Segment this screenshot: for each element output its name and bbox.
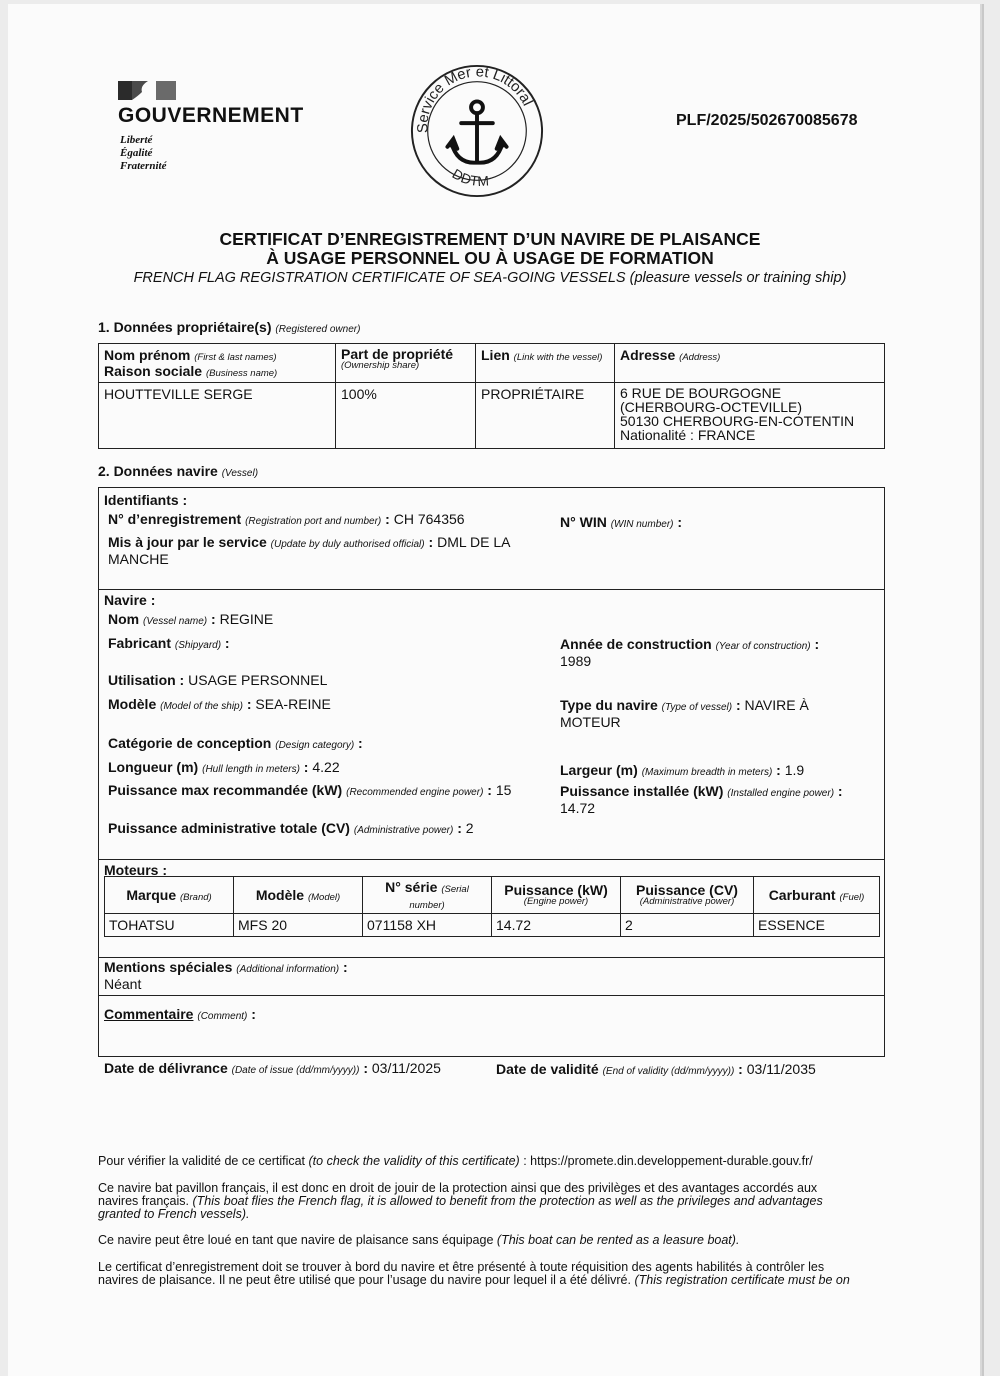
installed-power: Puissance installée (kW) (Installed engine power) : 14.72 xyxy=(560,783,843,816)
seal-top-text: Service Mer et Littoral xyxy=(415,64,536,134)
engine-header-model: Modèle (Model) xyxy=(234,877,363,914)
ship-model: Modèle (Model of the ship) : SEA-REINE xyxy=(108,696,331,712)
owner-table-header xyxy=(99,344,885,383)
comment: Commentaire (Comment) : xyxy=(104,1006,256,1022)
engine-model: MFS 20 xyxy=(234,914,363,937)
ship-maker: Fabricant (Shipyard) : xyxy=(108,635,230,651)
vessel-section-title: 2. Données navire (Vessel) xyxy=(98,463,259,479)
owner-section-title: 1. Données propriétaire(s) (Registered owner) xyxy=(98,319,361,335)
owner-table xyxy=(98,343,885,449)
republic-motto: Liberté Égalité Fraternité xyxy=(120,134,167,172)
owner-header-address: Adresse (Address) xyxy=(615,344,885,383)
owner-name: HOUTTEVILLE SERGE xyxy=(99,383,336,449)
owner-header-name: Nom prénom (First & last names) Raison sociale (Business name) xyxy=(99,344,336,383)
max-recommended-power: Puissance max recommandée (kW) (Recommended engine power) : 15 xyxy=(108,782,512,798)
engine-power-kw: 14.72 xyxy=(492,914,621,937)
footer-flag-notice: Ce navire bat pavillon français, il est donc en droit de jouir de la protection ainsi que des privilèges et des avantages accordés aux navires français. (This boat flies the French flag, it is allowed to benefit from the protection as well as the privileges and advantages granted to French vessels). xyxy=(98,1181,823,1221)
engine-power-cv: 2 xyxy=(621,914,754,937)
administrative-power: Puissance administrative totale (CV) (Administrative power) : 2 xyxy=(108,820,474,836)
engine-header-serial: N° série (Serial number) xyxy=(363,877,492,914)
engine-header-brand: Marque (Brand) xyxy=(105,877,234,914)
marianne-logo xyxy=(118,80,178,102)
updated-by-service: Mis à jour par le service (Update by duly authorised official) : DML DE LA MANCHE xyxy=(108,534,511,567)
engines-table xyxy=(104,876,880,937)
engines-heading: Moteurs : xyxy=(104,862,167,878)
validity-url-link[interactable]: https://promete.din.developpement-durable.gouv.fr/ xyxy=(530,1154,813,1168)
engine-header-power-kw: Puissance (kW) (Engine power) xyxy=(492,877,621,914)
engine-serial: 071158 XH xyxy=(363,914,492,937)
footer-notes xyxy=(98,1155,888,1287)
divider-engines xyxy=(98,859,885,860)
hull-width: Largeur (m) (Maximum breadth in meters) : 1.9 xyxy=(560,762,805,778)
engine-brand: TOHATSU xyxy=(105,914,234,937)
special-mentions: Mentions spéciales (Additional information) : Néant xyxy=(104,959,348,992)
owner-address: 6 RUE DE BOURGOGNE (CHERBOURG-OCTEVILLE) 50130 CHERBOURG-EN-COTENTIN Nationalité : FRANCE xyxy=(615,383,885,449)
owner-link: PROPRIÉTAIRE xyxy=(476,383,615,449)
engines-table-header xyxy=(105,877,880,914)
ship-name: Nom (Vessel name) : REGINE xyxy=(108,611,274,627)
engine-fuel: ESSENCE xyxy=(754,914,880,937)
ship-type: Type du navire (Type of vessel) : NAVIRE À MOTEUR xyxy=(560,697,809,730)
title-line-1: CERTIFICAT D’ENREGISTREMENT D’UN NAVIRE DE PLAISANCE xyxy=(219,229,761,249)
anchor-icon xyxy=(447,101,506,162)
owner-table-row xyxy=(99,383,885,449)
ship-heading: Navire : xyxy=(104,592,156,608)
design-category: Catégorie de conception (Design category) : xyxy=(108,735,363,751)
win-number: N° WIN (WIN number) : xyxy=(560,514,683,530)
identifiers-heading: Identifiants : xyxy=(104,492,188,508)
construction-year: Année de construction (Year of construction) : 1989 xyxy=(560,636,820,669)
footer-validity-check: Pour vérifier la validité de ce certificat (to check the validity of this certificate) : https://promete.din.developpement-durable.gouv.fr/ xyxy=(98,1154,813,1168)
engine-header-fuel: Carburant (Fuel) xyxy=(754,877,880,914)
title-line-english: FRENCH FLAG REGISTRATION CERTIFICATE OF SEA-GOING VESSELS (pleasure vessels or training ship) xyxy=(133,270,847,286)
footer-rental-notice: Ce navire peut être loué en tant que navire de plaisance sans équipage (This boat can be rented as a leasure boat). xyxy=(98,1233,740,1247)
divider-comment xyxy=(98,995,885,996)
certificate-reference: PLF/2025/502670085678 xyxy=(676,112,858,129)
footer-onboard-notice: Le certificat d’enregistrement doit se trouver à bord du navire et être présenté à toute réquisition des agents habilités à contrôler les navires de plaisance. Il ne peut être utilisé que pour l’usage du navire pour lequel il a été délivré. (This registration certificate must be on xyxy=(98,1260,850,1287)
validity-date: Date de validité (End of validity (dd/mm/yyyy)) : 03/11/2035 xyxy=(496,1061,816,1077)
issue-date: Date de délivrance (Date of issue (dd/mm/yyyy)) : 03/11/2025 xyxy=(104,1060,441,1076)
owner-header-link: Lien (Link with the vessel) xyxy=(476,344,615,383)
seal-bottom-text: DDTM xyxy=(449,166,490,190)
engine-header-power-cv: Puissance (CV) (Administrative power) xyxy=(621,877,754,914)
divider-ship xyxy=(98,589,885,590)
ship-usage: Utilisation : USAGE PERSONNEL xyxy=(108,672,328,688)
hull-length: Longueur (m) (Hull length in meters) : 4.22 xyxy=(108,759,340,775)
title-line-2: À USAGE PERSONNEL OU À USAGE DE FORMATION xyxy=(266,248,714,268)
government-wordmark: GOUVERNEMENT xyxy=(118,104,304,127)
owner-header-share: Part de propriété (Ownership share) xyxy=(336,344,476,383)
ddtm-seal-stamp xyxy=(408,62,546,200)
svg-text:DDTM xyxy=(450,166,490,189)
registration-number: N° d’enregistrement (Registration port and number) : CH 764356 xyxy=(108,511,465,527)
certificate-title xyxy=(0,230,980,286)
owner-share: 100% xyxy=(336,383,476,449)
divider-special xyxy=(98,957,885,958)
engine-row xyxy=(105,914,880,937)
